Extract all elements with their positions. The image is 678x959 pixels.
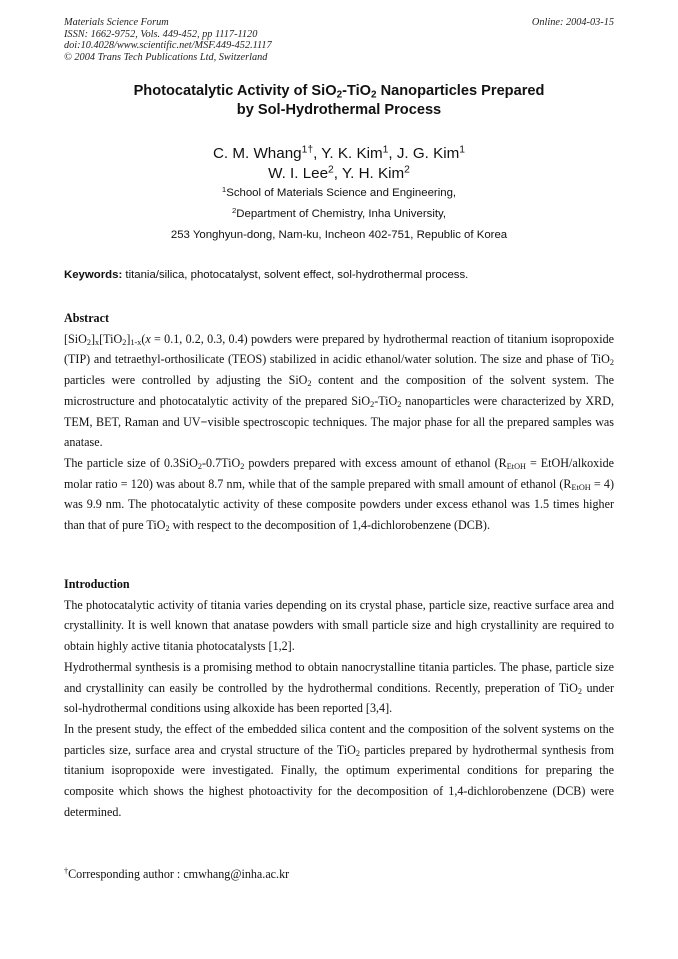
online-date-text: Online: 2004-03-15: [531, 17, 614, 28]
title-line-2: by Sol-Hydrothermal Process: [236, 102, 442, 118]
intro-paragraph-1: The photocatalytic activity of titania varies depending on its crystal phase, particle size, reactive surface area and crystallinity. It is well known that anatase powders with small particle size and high crystallinity are required to obtain highly active titania photocatalysts [1,2].: [64, 597, 614, 654]
author-name: Y. H. Kim: [341, 165, 405, 182]
keywords-line: [64, 267, 614, 283]
author-list: [0, 144, 678, 184]
author-name: C. M. Whang: [212, 145, 302, 162]
introduction-section: [64, 574, 614, 822]
authors-line-2: W. I. Lee$^2$, Y. H. Kim$^2$: [268, 164, 410, 182]
copyright-line: © 2004 Trans Tech Publications Ltd, Switzerland: [64, 51, 268, 63]
author-name: W. I. Lee: [268, 165, 329, 182]
corresponding-author-footnote: [64, 866, 289, 882]
abstract-paragraph-1: $[SiO_2]_x[TiO_2]_{1-x}(x = 0.1$, 0.2, 0.3, 0.4) powders were prepared by hydrothermal reaction of titanium isopropoxide (TIP) and tetraethyl-orthosilicate (TEOS) stabilized in acidic ethanol/water solution. The size and phase of TiO$_2$ particles were controlled by adjusting the SiO$_2$ content and the composition of the solvent system. The microstructure and photocatalytic activity of the prepared SiO$_2$-TiO$_2$ nanoparticles were characterized by XRD, TEM, BET, Raman and UV−visible spectroscopic techniques. The major phase for all the prepared samples was anatase.: [64, 331, 615, 450]
intro-paragraph-2: Hydrothermal synthesis is a promising method to obtain nanocrystalline titania particles. The phase, particle size and crystallinity can easily be controlled by the hydrothermal conditions. Recently, preperation of TiO$_2$ under sol-hydrothermal conditions using alkoxide has been reported [3,4].: [64, 659, 614, 716]
affiliation-1: $^1$School of Materials Science and Engineering,: [221, 184, 457, 199]
online-date: [532, 17, 614, 29]
intro-paragraph-3: In the present study, the effect of the embedded silica content and the composition of the solvent systems on the particles size, surface area and crystal structure of the TiO$_2$ particles prepared by hydrothermal synthesis from titanium isopropoxide were investigated. Finally, the optimum experimental conditions for preparing the composite which shows the highest photoactivity for the decomposition of 1,4-dichlorobenzene (DCB) were determined.: [64, 721, 614, 819]
abstract-paragraph-2: The particle size of 0.3SiO$_2$-0.7TiO$_2$ powders prepared with excess amount of ethanol ($R_{EtOH}$ = EtOH/alkoxide molar ratio = 120) was about 8.7 nm, while that of the sample prepared with small amount of ethanol $(R_{EtOH} = 4)$ was 9.9 nm. The photocatalytic activity of these composite powders under excess ethanol was 1.5 times higher than that of pure TiO$_2$ with respect to the decomposition of 1,4-dichlorobenzene (DCB).: [64, 455, 615, 534]
author-name: J. G. Kim: [396, 145, 460, 162]
dagger-mark: †: [64, 866, 69, 876]
affiliations: [0, 183, 678, 246]
footnote-text: Corresponding author : cmwhang@inha.ac.kr: [68, 867, 290, 881]
journal-name: Materials Science Forum: [64, 17, 169, 28]
paper-title: [0, 82, 678, 120]
keywords-label: Keywords:: [64, 269, 123, 281]
title-line-1: Photocatalytic Activity of SiO$_2$-TiO$_2$ Nanoparticles Prepared: [133, 83, 545, 101]
keywords-text: titania/silica, photocatalyst, solvent effect, sol-hydrothermal process.: [122, 269, 469, 281]
author-name: Y. K. Kim: [321, 145, 383, 162]
introduction-heading: Introduction: [64, 577, 130, 591]
abstract-section: [64, 308, 614, 536]
authors-line-1: C. M. Whang$^{1\dagger}$, Y. K. Kim$^1$, J. G. Kim$^1$: [212, 144, 466, 162]
affiliation-2: $^2$Department of Chemistry, Inha University,: [231, 205, 447, 220]
affiliation-address: 253 Yonghyun-dong, Nam-ku, Incheon 402-751, Republic of Korea: [170, 229, 508, 241]
journal-header: [64, 17, 272, 63]
abstract-heading: Abstract: [64, 311, 110, 325]
issn-line: ISSN: 1662-9752, Vols. 449-452, pp 1117-1120: [64, 28, 258, 40]
doi-line[interactable]: doi:10.4028/www.scientific.net/MSF.449-452.1117: [64, 40, 272, 52]
